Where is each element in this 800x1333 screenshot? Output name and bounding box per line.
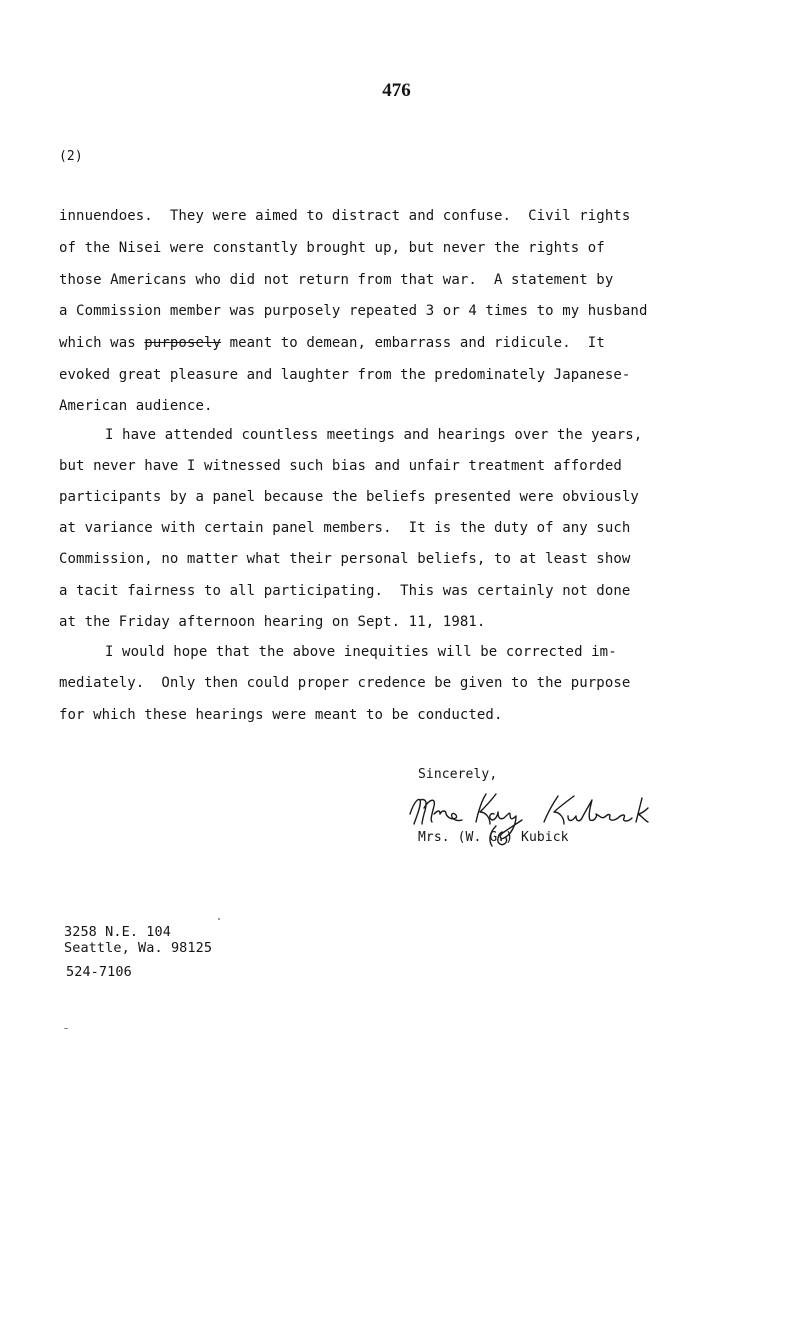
scan-speck [218,918,220,920]
typed-signer-name: Mrs. (W. G.) Kubick [418,830,569,845]
body-line: Commission, no matter what their personal beliefs, to at least show [59,551,631,567]
body-line: a tacit fairness to all participating. This was certainly not done [59,583,631,599]
body-line [59,334,605,352]
body-line: mediately. Only then could proper credence be given to the purpose [59,675,631,691]
body-line: participants by a panel because the beliefs presented were obviously [59,489,639,505]
scan-speck [64,1028,68,1029]
body-line-start: which was [59,335,145,351]
body-line: American audience. [59,398,213,414]
body-line: but never have I witnessed such bias and unfair treatment afforded [59,458,622,474]
address-street: 3258 N.E. 104 [64,924,171,940]
body-line: a Commission member was purposely repeated 3 or 4 times to my husband [59,303,648,319]
body-line: innuendoes. They were aimed to distract and confuse. Civil rights [59,208,631,224]
body-line: I have attended countless meetings and hearings over the years, [105,427,643,443]
body-line: at the Friday afternoon hearing on Sept. 11, 1981. [59,614,486,630]
body-line: evoked great pleasure and laughter from the predominately Japanese- [59,367,631,383]
body-line: of the Nisei were constantly brought up, but never the rights of [59,240,605,256]
phone-number: 524-7106 [66,964,132,980]
body-line: at variance with certain panel members. It is the duty of any such [59,520,631,536]
address-city: Seattle, Wa. 98125 [64,940,213,956]
body-line: those Americans who did not return from that war. A statement by [59,272,614,288]
body-line-end: meant to demean, embarrass and ridicule. It [221,335,605,351]
section-marker: (2) [59,149,83,164]
body-line: I would hope that the above inequities will be corrected im- [105,644,617,660]
salutation: Sincerely, [418,767,498,782]
body-line: for which these hearings were meant to be conducted. [59,707,503,723]
struck-out-word: purposely [144,335,222,351]
page-number: 476 [382,80,411,101]
